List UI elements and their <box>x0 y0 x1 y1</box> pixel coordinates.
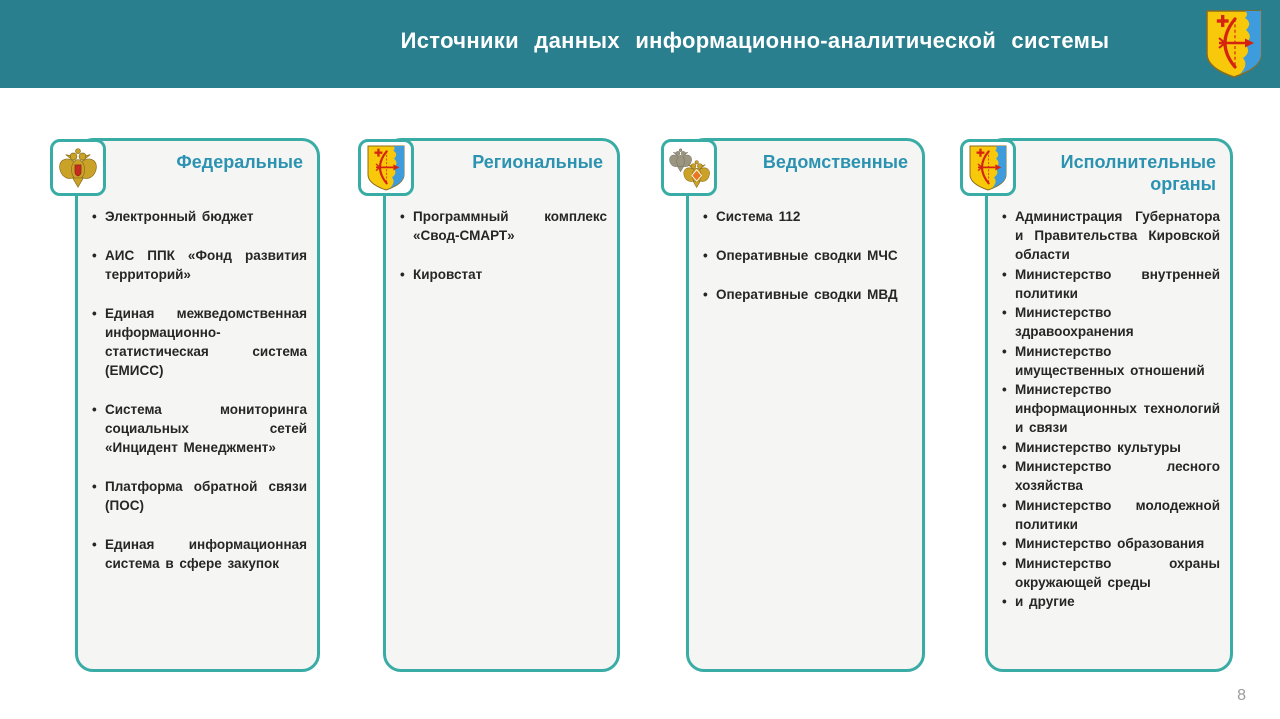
card-executive <box>985 138 1233 672</box>
list-item: • Платформа обратной связи (ПОС) <box>92 477 307 515</box>
card-departmental-list <box>689 207 922 330</box>
card-regional <box>383 138 620 672</box>
list-item: • Система мониторинга социальных сетей «Инцидент Менеджмент» <box>92 400 307 457</box>
list-item: • Министерство охраны окружающей среды <box>1002 554 1220 592</box>
list-item: • Программный комплекс «Свод-СМАРТ» <box>400 207 607 245</box>
list-item: • АИС ППК «Фонд развития территорий» <box>92 246 307 284</box>
kirov-coat-of-arms-icon <box>358 139 414 196</box>
card-executive-title: Исполнительные органы <box>1060 152 1216 194</box>
russia-coat-of-arms-icon <box>50 139 106 196</box>
list-item: • Министерство имущественных отношений <box>1002 342 1220 380</box>
kirov-region-emblem-icon <box>1204 7 1264 81</box>
list-item: • и другие <box>1002 592 1220 611</box>
list-item: • Единая межведомственная информационно-статистическая система (ЕМИСС) <box>92 304 307 380</box>
list-item: • Министерство молодежной политики <box>1002 496 1220 534</box>
list-item: • Оперативные сводки МЧС <box>703 246 912 265</box>
list-item: • Министерство внутренней политики <box>1002 265 1220 303</box>
list-item: • Оперативные сводки МВД <box>703 285 912 304</box>
card-federal-title: Федеральные <box>176 152 303 172</box>
list-item: • Администрация Губернатора и Правительства Кировской области <box>1002 207 1220 264</box>
card-departmental-title: Ведомственные <box>762 152 908 172</box>
card-executive-list <box>988 207 1230 618</box>
card-regional-header <box>386 141 617 205</box>
card-federal-header <box>78 141 317 205</box>
list-item: • Министерство образования <box>1002 534 1220 553</box>
card-executive-header <box>988 141 1230 205</box>
list-item: • Система 112 <box>703 207 912 226</box>
card-federal-list <box>78 207 317 599</box>
mvd-mchs-emblems-icon <box>661 139 717 196</box>
list-item: • Министерство информационных технологий и связи <box>1002 380 1220 437</box>
card-federal <box>75 138 320 672</box>
list-item: • Министерство лесного хозяйства <box>1002 457 1220 495</box>
kirov-coat-of-arms-icon <box>960 139 1016 196</box>
card-departmental-header <box>689 141 922 205</box>
list-item: • Кировстат <box>400 265 607 284</box>
list-item: • Единая информационная система в сфере закупок <box>92 535 307 573</box>
list-item: • Министерство культуры <box>1002 438 1220 457</box>
page-number: 8 <box>1237 687 1246 704</box>
list-item: • Министерство здравоохранения <box>1002 303 1220 341</box>
header-bar <box>0 0 1280 88</box>
card-departmental <box>686 138 925 672</box>
card-regional-title: Региональные <box>472 152 603 172</box>
card-regional-list <box>386 207 617 310</box>
slide-title: Источники данных информационно-аналитической системы <box>400 28 1110 53</box>
list-item: • Электронный бюджет <box>92 207 307 226</box>
